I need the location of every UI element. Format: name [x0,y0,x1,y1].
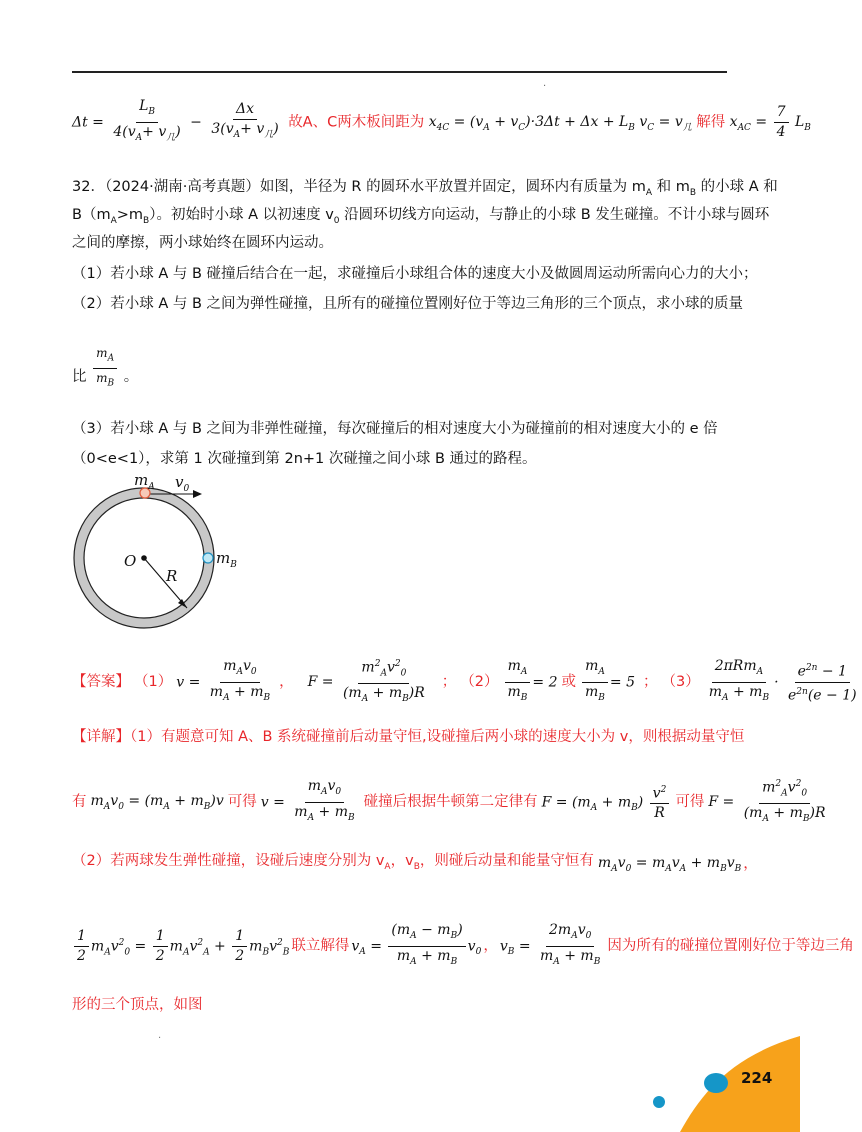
blue-dot-large [704,1073,728,1093]
label-mA: $m_A$ [134,471,155,492]
top-text-2: 解得 [696,114,726,131]
question-2-ratio: 比 $\frac{m_A}{m_B}$ 。 [72,346,139,389]
page-number: 224 [741,1069,773,1087]
answer-line: 【答案】 （1） v = $\frac{m_Av_0}{m_A + m_B}$ ， F = $\frac{m^2_Av^2_0}{(m_A + m_B)R}$ ； （2） $\frac{m_A}{m_B}$ = 2 或 $\frac{m_A}{m_B}$ = 5 ； （3） $\frac{2\pi Rm_A}{m_A + m_B}$ · $\frac{e^{2n} - 1}{e^{2n}(e - 1)}$ [72,656,862,708]
problem-line-1: 32．（2024·湖南·高考真题）如图，半径为 R 的圆环水平放置并固定，圆环内有质量为 $m_A$ 和 $m_B$ 的小球 A 和 [72,179,778,198]
header-dot: . [543,78,547,89]
label-v0: $v_0$ [175,473,190,494]
label-mB: $m_B$ [216,549,237,570]
answer-v: v = $\frac{m_Av_0}{m_A + m_B}$ [176,657,271,703]
question-3-line-2: （0<e<1），求第 1 次碰撞到第 2n+1 次碰撞之间小球 B 通过的路程。 [72,451,537,467]
ring-figure [66,468,236,628]
label-O: O [124,552,137,570]
top-text-1: 故A、C两木板间距为 [288,114,425,131]
problem-line-3: 之间的摩擦，两小球始终在圆环内运动。 [72,235,333,251]
top-result: $x_{AC}$ = $\frac{7}{4}$ $L_B$ [729,103,811,140]
detail-line-2: 有 $m_Av_0 = (m_A + m_B)v$ 可得 v = $\frac{m_Av_0}{m_A + m_B}$ 碰撞后根据牛顿第二定律有 $F = (m_A + m_B)$ $\frac{v^2}{R}$ 可得 F = $\frac{m^2_Av^2_0}{(m_A + m_B)R}$ [72,777,826,825]
footer-dot: . [158,1030,162,1041]
orange-corner-shape [680,1036,800,1132]
blue-dot-small [653,1096,665,1108]
header-rule [72,71,727,73]
detail-line-5: 形的三个顶点，如图 [72,997,203,1013]
detail-tag: 【详解】 [72,729,130,745]
velocity-arrowhead [193,490,202,498]
top-frac-2: $\frac{\Delta x}{3(v_A+ v_几)}$ [211,100,279,140]
top-eq-1: $x_{4C} = (v_A + v_C)\cdot 3\Delta t + \Delta x + L_B$ [428,114,635,134]
detail-line-3: （2）若两球发生弹性碰撞，设碰后速度分别为 $v_A$，$v_B$，则碰后动量和能量守恒有 $m_Av_0 = m_Av_A + m_Bv_B$ ， [72,853,758,874]
footer-decoration [640,1030,800,1132]
question-1: （1）若小球 A 与 B 碰撞后结合在一起，求碰撞后小球组合体的速度大小及做圆周运动所需向心力的大小； [72,266,758,282]
top-eq-2: $v_C = v_几$ [639,114,692,134]
answer-distance: $\frac{2\pi Rm_A}{m_A + m_B}$ · $\frac{e^{2n} - 1}{e^{2n}(e - 1)}$ [708,657,857,704]
detail-line-4: $\frac{1}{2}$ $m_Av^2_0$ = $\frac{1}{2}$ $m_Av^2_A$ + $\frac{1}{2}$ $m_Bv^2_B$ 联立解得 $v_A$ = $\frac{(m_A - m_B)}{m_A + m_B}$ $v_0$ ， $v_B$ = $\frac{2m_Av_0}{m_A + m_B}$ 因为所有的碰撞位置刚好位于等边三角 [72,922,854,971]
detail-line-1: 【详解】（1）有题意可知 A、B 系统碰撞前后动量守恒,设碰撞后两小球的速度大小为 v，则根据动量守恒 [72,729,745,745]
ball-b [203,553,213,563]
answer-ratio-1: $\frac{m_A}{m_B}$ = 2 [503,658,558,707]
top-formula-line: Δt = $\frac{L_B}{4(v_A+ v_几)}$ − $\frac{\Delta x}{3(v_A+ v_几)}$ 故A、C两木板间距为 $x_{4C} = (v_A + v_C)\cdot 3\Delta t + \Delta x + L_B$ $v_C = v_几$ 解得 $x_{AC}$ = $\frac{7}{4}$ $L_B$ [72,98,811,147]
answer-tag: 【答案】 [72,674,130,691]
top-frac-1: $\frac{L_B}{4(v_A+ v_几)}$ [113,98,181,143]
answer-F: F = $\frac{m^2_Av^2_0}{(m_A + m_B)R}$ [308,656,430,708]
label-R: R [166,567,178,585]
question-3-line-1: （3）若小球 A 与 B 之间为非弹性碰撞，每次碰撞后的相对速度大小为碰撞前的相对速度大小的 e 倍 [72,421,718,437]
problem-line-2: $B(m_A>m_B)$。初始时小球 A 以初速度 $v_0$ 沿圆环切线方向运动，与静止的小球 B 发生碰撞。不计小球与圆环 [72,207,770,226]
answer-ratio-2: $\frac{m_A}{m_B}$ = 5 [580,658,635,707]
question-2: （2）若小球 A 与 B 之间为弹性碰撞，且所有的碰撞位置刚好位于等边三角形的三个顶点，求小球的质量 [72,296,744,312]
